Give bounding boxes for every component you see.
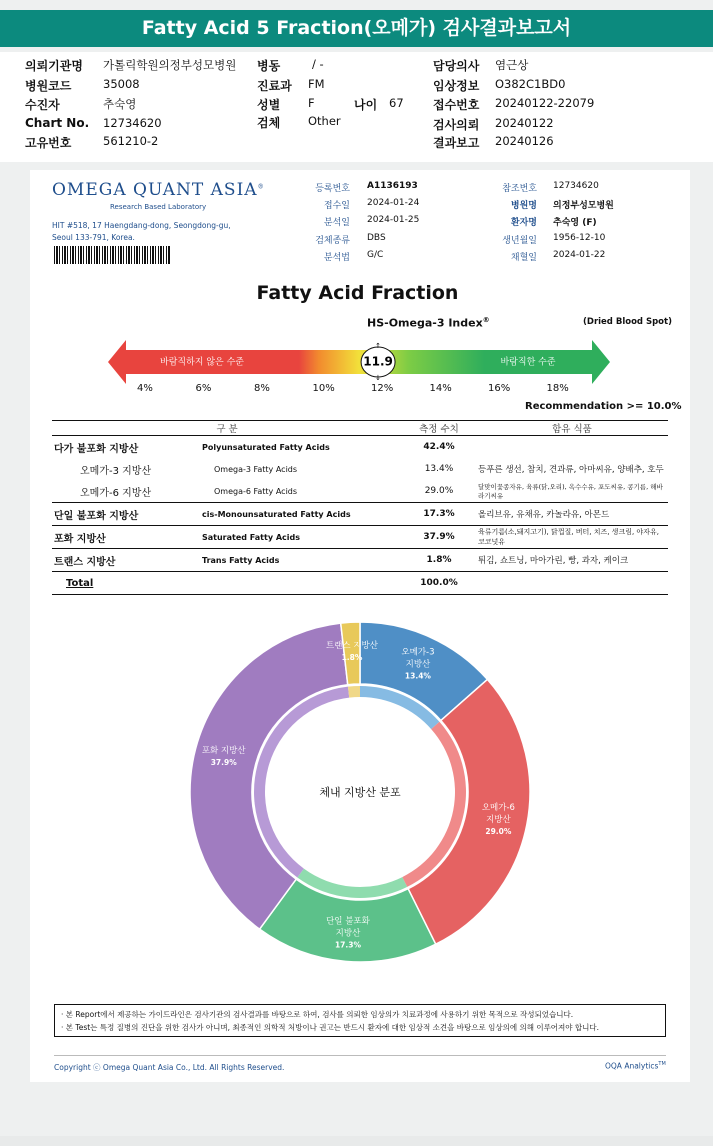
value-collected: 2024-01-22 <box>553 250 606 260</box>
gauge-marker <box>361 342 395 382</box>
row-value: 13.4% <box>424 464 454 474</box>
row-kor: 오메가-3 지방산 <box>80 465 152 477</box>
value-chart-no: 12734620 <box>103 116 162 130</box>
table-row <box>52 458 668 480</box>
report-title: Fatty Acid 5 Fraction(오메가) 검사결과보고서 <box>0 10 713 47</box>
row-food <box>476 436 668 459</box>
value-specimen-type: DBS <box>367 233 386 243</box>
donut-slice-label: 단일 불포화 <box>326 916 370 927</box>
row-food: 달맞이꽃종자유, 육류(닭,오리), 옥수수유, 포도씨유, 콩기름, 해바라기씨유 <box>478 483 663 500</box>
donut-slice-label: 지방산 <box>335 928 361 939</box>
logo-tagline: Research Based Laboratory <box>110 203 207 211</box>
row-value: 42.4% <box>423 442 455 452</box>
table-row <box>52 572 668 595</box>
label-clinical: 임상정보 <box>433 79 480 93</box>
gauge-tick-label: 6% <box>195 383 212 394</box>
footer-divider <box>54 1055 666 1056</box>
gauge-value: 11.9 <box>363 354 393 369</box>
label-age: 나이 <box>354 98 378 112</box>
notice-line: · 본 Test는 특정 질병의 진단을 위한 검사가 아니며, 최종적인 의학적 처방이나 권고는 반드시 환자에 대한 임상적 소견을 바탕으로 임상의에 의해 이루어져야 합니다. <box>61 1023 600 1032</box>
value-dept: FM <box>308 77 325 91</box>
donut-slice-label: 포화 지방산 <box>201 745 246 756</box>
label-hospital-code: 병원코드 <box>25 79 72 93</box>
row-kor: 포화 지방산 <box>52 526 200 549</box>
row-value: 1.8% <box>402 549 476 572</box>
label-ref-no: 참조번호 <box>502 184 537 194</box>
gauge-bad-label: 바람직하지 않은 수준 <box>160 357 244 368</box>
row-food: 올리브유, 유채유, 카놀라유, 아몬드 <box>476 503 668 526</box>
row-eng: Saturated Fatty Acids <box>200 526 402 549</box>
value-ward: / - <box>312 57 324 71</box>
value-age: 67 <box>389 96 404 110</box>
label-doctor: 담당의사 <box>433 59 480 73</box>
header-food: 함유 식품 <box>476 421 668 436</box>
company-logo: OMEGA QUANT ASIA® <box>52 180 265 200</box>
donut-slice-label: 오메가-3 <box>401 647 435 658</box>
value-institution: 가톨릭학원의정부성모병원 <box>103 58 237 72</box>
gauge-tick-label: 14% <box>429 383 452 394</box>
table-row <box>52 436 668 459</box>
gauge-tick-label: 10% <box>312 383 335 394</box>
value-hospital-code: 35008 <box>103 77 140 91</box>
label-hospital: 병원명 <box>510 201 537 211</box>
row-food <box>476 572 668 595</box>
donut-slice-label: 37.9% <box>210 757 237 767</box>
table-header-row <box>52 421 668 436</box>
value-sex: F <box>308 96 315 110</box>
value-ref-no: 12734620 <box>553 181 599 191</box>
row-total-label: Total <box>52 572 200 595</box>
row-eng <box>200 572 402 595</box>
label-ward: 병동 <box>257 59 281 73</box>
label-report-date: 결과보고 <box>433 136 480 150</box>
row-eng: Omega-6 Fatty Acids <box>214 486 298 496</box>
header-category: 구 분 <box>52 421 402 436</box>
donut-slice-label: 17.3% <box>334 940 361 950</box>
table-row <box>52 503 668 526</box>
label-method: 분석법 <box>323 253 350 263</box>
label-institution: 의뢰기관명 <box>25 59 83 73</box>
value-analyzed: 2024-01-25 <box>367 215 420 225</box>
gauge-tick-label: 12% <box>371 383 394 394</box>
value-unique-no: 561210-2 <box>103 134 159 148</box>
donut-slice-label: 1.8% <box>341 653 363 663</box>
row-kor: 오메가-6 지방산 <box>80 487 152 499</box>
value-receiver: 추숙영 <box>103 97 137 111</box>
bottom-strip <box>0 1136 713 1146</box>
donut-slice-label: 오메가-6 <box>481 803 515 814</box>
label-reg-no: 등록번호 <box>315 184 350 194</box>
value-received: 2024-01-24 <box>367 198 420 208</box>
fatty-acid-donut-chart <box>170 620 550 970</box>
value-method: G/C <box>367 250 384 260</box>
value-hospital: 의정부성모병원 <box>553 201 614 211</box>
donut-inner-ring-slice <box>348 686 360 698</box>
row-eng: Polyunsaturated Fatty Acids <box>202 442 330 452</box>
donut-slice-label: 지방산 <box>405 659 431 670</box>
hs-omega3-index-label: HS-Omega-3 Index® <box>367 316 490 330</box>
label-receipt-no: 접수번호 <box>433 98 480 112</box>
value-patient: 추숙영 (F) <box>553 218 597 228</box>
copyright-text: Copyright ⓒ Omega Quant Asia Co., Ltd. All Rights Reserved. <box>54 1063 285 1072</box>
donut-slice-label: 트랜스 지방산 <box>325 641 378 652</box>
label-sex: 성별 <box>257 98 281 112</box>
value-birth: 1956-12-10 <box>553 233 606 243</box>
dbs-label: (Dried Blood Spot) <box>583 317 672 327</box>
gauge-tick-label: 4% <box>137 383 153 394</box>
label-specimen-type: 검체종류 <box>315 236 350 246</box>
row-eng: Omega-3 Fatty Acids <box>214 464 298 474</box>
value-clinical: O382C1BD0 <box>495 77 566 91</box>
label-collected: 채혈일 <box>510 253 537 263</box>
label-specimen: 검체 <box>257 116 281 130</box>
label-patient: 환자명 <box>510 218 537 228</box>
patient-header <box>0 52 713 162</box>
value-report-date: 20240126 <box>495 134 554 148</box>
label-receiver: 수진자 <box>25 98 60 112</box>
value-request-date: 20240122 <box>495 116 554 130</box>
svg-text:↓: ↓ <box>375 374 382 382</box>
row-value: 17.3% <box>402 503 476 526</box>
table-row <box>52 549 668 572</box>
donut-slice-label: 지방산 <box>486 815 511 826</box>
row-value: 37.9% <box>402 526 476 549</box>
row-kor: 다가 불포화 지방산 <box>54 443 139 455</box>
row-food: 등푸른 생선, 참치, 견과류, 아마씨유, 양배추, 호두 <box>478 465 664 475</box>
label-birth: 생년월일 <box>502 236 537 246</box>
report-page <box>30 170 690 1082</box>
gauge-tick-label: 18% <box>546 383 569 394</box>
row-value: 29.0% <box>424 486 454 496</box>
svg-text:↑: ↑ <box>375 342 382 350</box>
row-food: 튀김, 쇼트닝, 마아가린, 빵, 과자, 케이크 <box>476 549 668 572</box>
donut-center-title: 체내 지방산 분포 <box>319 786 401 799</box>
gauge-good-label: 바람직한 수준 <box>500 357 556 368</box>
notice-box <box>54 1004 666 1037</box>
label-received: 접수일 <box>323 201 350 211</box>
row-food: 육류기름(소,돼지고기), 닭껍질, 버터, 치즈, 생크림, 야자유, 코코넛유 <box>476 526 668 549</box>
barcode-image <box>54 246 171 264</box>
table-row <box>52 480 668 503</box>
notice-line: · 본 Report에서 제공하는 가이드라인은 검사기관의 검사결과를 바탕으로 하여, 검사를 의뢰한 임상의가 치료과정에 사용하기 위한 목적으로 작성되었습니다. <box>61 1010 574 1019</box>
omega3-gauge <box>30 334 690 390</box>
row-total-value: 100.0% <box>402 572 476 595</box>
label-chart-no: Chart No. <box>25 116 90 130</box>
recommendation-text: Recommendation >= 10.0% <box>525 401 682 412</box>
label-request-date: 검사의뢰 <box>433 118 480 132</box>
company-address: HIT #518, 17 Haengdang-dong, Seongdong-gu, Seoul 133-791, Korea. <box>52 221 231 242</box>
row-eng: Trans Fatty Acids <box>200 549 402 572</box>
gauge-tick-label: 8% <box>254 383 270 394</box>
oqa-analytics-label: OQA Analytics™ <box>605 1061 666 1071</box>
fraction-title: Fatty Acid Fraction <box>256 282 459 304</box>
value-specimen: Other <box>308 114 341 128</box>
header-value: 측정 수치 <box>402 421 476 436</box>
value-doctor: 염근상 <box>495 58 529 72</box>
gauge-tick-label: 16% <box>488 383 511 394</box>
fatty-acid-table <box>52 420 668 595</box>
row-eng: cis-Monounsaturated Fatty Acids <box>200 503 402 526</box>
value-reg-no: A1136193 <box>367 181 418 191</box>
value-receipt-no: 20240122-22079 <box>495 96 595 110</box>
donut-slice-label: 13.4% <box>404 671 431 681</box>
label-dept: 진료과 <box>257 79 292 93</box>
table-row <box>52 526 668 549</box>
label-unique-no: 고유번호 <box>25 136 72 150</box>
label-analyzed: 분석일 <box>323 218 350 228</box>
row-kor: 트랜스 지방산 <box>52 549 200 572</box>
row-kor: 단일 불포화 지방산 <box>52 503 200 526</box>
donut-slice-label: 29.0% <box>485 827 512 837</box>
